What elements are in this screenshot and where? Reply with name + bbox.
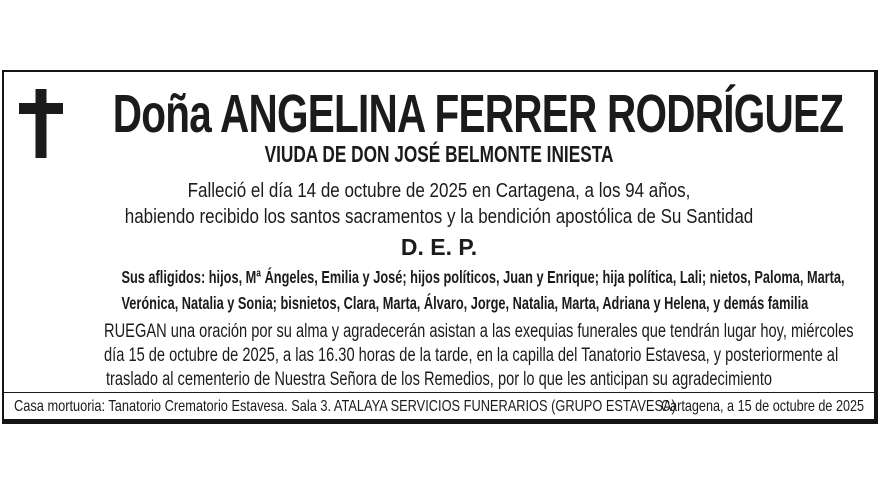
family-list: [4, 264, 874, 316]
deceased-name: ANGELINA FERRER RODRÍGUEZ: [220, 84, 844, 144]
funeral-request: [4, 320, 874, 392]
relationship-subtitle: VIUDA DE DON JOSÉ BELMONTE INIESTA: [264, 141, 614, 167]
deceased-name-heading: [112, 84, 844, 144]
death-line: habiendo recibido los santos sacramentos y la bendición apostólica de Su Santidad: [124, 206, 754, 228]
family-line: Verónica, Natalia y Sonia; bisnietos, Clara, Marta, Álvaro, Jorge, Natalia, Marta, Adriana y Helena, y demás familia: [121, 293, 809, 313]
place-and-date: Cartagena, a 15 de octubre de 2025: [660, 398, 864, 415]
request-line: traslado al cementerio de Nuestra Señora de los Remedios, por lo que les anticipan su agradecimiento: [105, 369, 773, 390]
mortuary-info: Casa mortuoria: Tanatorio Crematorio Estavesa. Sala 3. ATALAYA SERVICIOS FUNERARIOS (GRUPO ESTAVESA): [14, 398, 676, 415]
request-line: RUEGAN una oración por su alma y agradecerán asistan a las exequias funerales que tendrán lugar hoy, miércoles: [104, 321, 854, 342]
death-announcement: [4, 178, 874, 230]
honorific-prefix: Doña: [112, 84, 211, 144]
cross-icon: [19, 89, 63, 158]
death-line: Falleció el día 14 de octubre de 2025 en Cartagena, a los 94 años,: [187, 180, 691, 202]
request-line: día 15 de octubre de 2025, a las 16.30 horas de la tarde, en la capilla del Tanatorio Estavesa, y posteriormente al: [104, 345, 839, 366]
notice-footer: [4, 393, 874, 419]
family-line: Sus afligidos: hijos, Mª Ángeles, Emilia y José; hijos políticos, Juan y Enrique; hija política, Lali; nietos, Paloma, Marta,: [121, 267, 845, 287]
obituary-notice: [2, 70, 878, 424]
dep-abbreviation: D. E. P.: [400, 234, 478, 260]
